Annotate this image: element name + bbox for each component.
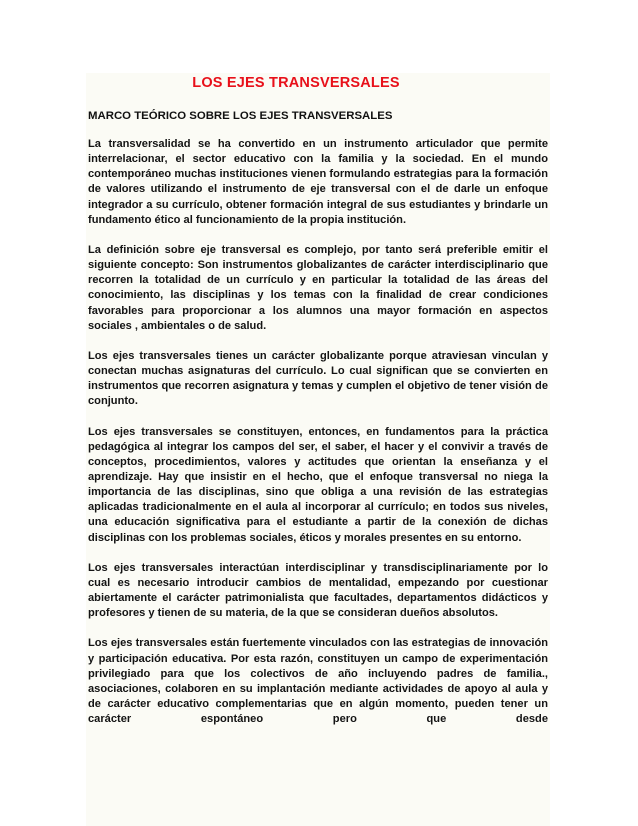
document-title: LOS EJES TRANSVERSALES: [192, 75, 400, 91]
paragraph: Los ejes transversales tienes un carácter globalizante porque atraviesan vinculan y conectan muchas asignaturas del currículo. Lo cual significan que se convierten en instrumentos que recorren asignatura y temas y cumplen el objetivo de tener visión de conjunto.: [88, 349, 548, 408]
document-body: [86, 73, 550, 826]
paragraph: Los ejes transversales interactúan interdisciplinar y transdisciplinariamente por lo cual es necesario introducir cambios de mentalidad, empezando por cuestionar abiertamente el carácter patrimonialista que facultades, departamentos didácticos y profesores y tienen de su materia, de la que se consideran dueños absolutos.: [88, 561, 548, 620]
paragraph: Los ejes transversales se constituyen, entonces, en fundamentos para la práctica pedagógica al integrar los campos del ser, el saber, el hacer y el convivir a través de conceptos, procedimientos, valores y actitudes que orientan la enseñanza y el aprendizaje. Hay que insistir en el hecho, que el enfoque transversal no niega la importancia de las disciplinas, sino que obliga a una revisión de las estrategias aplicadas tradicionalmente en el aula al incorporar al currículo; en todos sus niveles, una educación significativa para el estudiante a partir de la conexión de dichas disciplinas con los problemas sociales, éticos y morales presentes en su entorno.: [88, 425, 548, 544]
section-subtitle: MARCO TEÓRICO SOBRE LOS EJES TRANSVERSALES: [88, 110, 393, 122]
paragraph: Los ejes transversales están fuertemente vinculados con las estrategias de innovación y participación educativa. Por esta razón, constituyen un campo de experimentación privilegiado para que los colectivos de año incluyendo padres de familia., asociaciones, colaboren en su implantación mediante actividades de apoyo al aula y de carácter educativo complementarias que en algún momento, pueden tener un carácter espontáneo pero que desde: [88, 637, 548, 726]
paragraph: La transversalidad se ha convertido en un instrumento articulador que permite interrelacionar, el sector educativo con la familia y la sociedad. En el mundo contemporáneo muchas instituciones vienen formulando estrategias para la formación de valores utilizando el instrumento de eje transversal con el de darle un enfoque integrador a su currículo, obtener formación integral de sus estudiantes y brindarle un fundamento ético al funcionamiento de la propia institución.: [88, 138, 548, 226]
paragraph: La definición sobre eje transversal es complejo, por tanto será preferible emitir el siguiente concepto: Son instrumentos globalizantes de carácter interdisciplinario que recorren la totalidad de un currículo y en particular la totalidad de las áreas del conocimiento, las disciplinas y los temas con la finalidad de crear condiciones favorables para proporcionar a los alumnos una mayor formación en aspectos sociales , ambientales o de salud.: [88, 243, 548, 332]
